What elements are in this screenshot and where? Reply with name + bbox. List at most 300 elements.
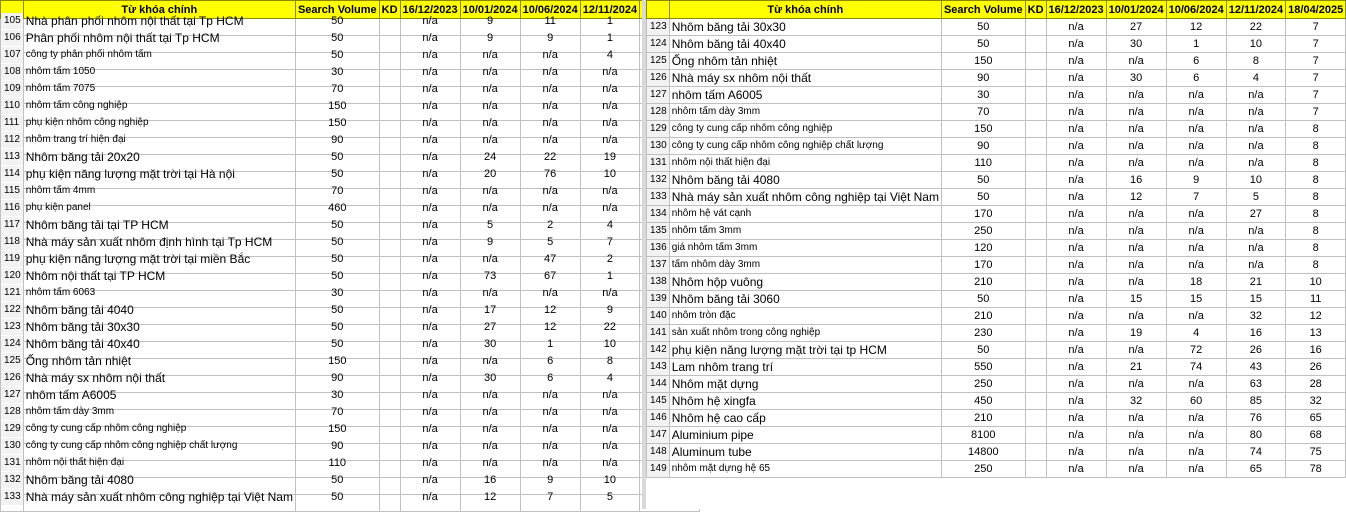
keyword-cell[interactable]: Ống nhôm tản nhiệt (23, 353, 295, 370)
date-4-cell[interactable]: 8 (580, 353, 639, 370)
search-volume-cell[interactable]: 90 (295, 132, 379, 149)
date-2-cell[interactable]: n/a (1106, 138, 1166, 155)
kd-cell[interactable] (1025, 291, 1046, 308)
date-2-cell[interactable]: 9 (460, 234, 520, 251)
kd-cell[interactable] (379, 404, 400, 421)
row-number[interactable]: 114 (1, 166, 24, 183)
keyword-cell[interactable]: phụ kiện năng lượng mặt trời tại miền Bắc (23, 251, 295, 268)
date-2-cell[interactable]: n/a (1106, 223, 1166, 240)
search-volume-cell[interactable]: 50 (295, 30, 379, 47)
date-5-cell[interactable]: 68 (1286, 427, 1346, 444)
date-4-cell[interactable]: 65 (1226, 461, 1285, 478)
date-2-cell[interactable]: n/a (1106, 274, 1166, 291)
row-number[interactable]: 130 (647, 138, 670, 155)
date-1-cell[interactable]: n/a (1046, 70, 1106, 87)
kd-cell[interactable] (379, 13, 400, 30)
date-4-cell[interactable]: n/a (580, 421, 639, 438)
date-1-cell[interactable]: n/a (400, 115, 460, 132)
keyword-cell[interactable]: Nhà phân phối nhôm nội thất tại Tp HCM (23, 13, 295, 30)
row-number[interactable]: 133 (647, 189, 670, 206)
keyword-cell[interactable]: công ty phân phối nhôm tấm (23, 47, 295, 64)
search-volume-cell[interactable]: 30 (295, 64, 379, 81)
date-4-cell[interactable]: n/a (1226, 138, 1285, 155)
date-1-cell[interactable]: n/a (1046, 172, 1106, 189)
keyword-cell[interactable]: công ty cung cấp nhôm công nghiệp chất lượng (669, 138, 941, 155)
kd-cell[interactable] (379, 166, 400, 183)
kd-cell[interactable] (1025, 53, 1046, 70)
date-1-cell[interactable]: n/a (1046, 274, 1106, 291)
keyword-cell[interactable]: Nhôm hệ xingfa (669, 393, 941, 410)
date-5-cell[interactable]: 8 (1286, 240, 1346, 257)
keyword-cell[interactable]: phụ kiện năng lượng mặt trời tại Hà nội (23, 166, 295, 183)
date-1-cell[interactable]: n/a (1046, 223, 1106, 240)
date-2-cell[interactable]: 32 (1106, 393, 1166, 410)
date-3-cell[interactable]: 67 (520, 268, 580, 285)
row-number[interactable]: 138 (647, 274, 670, 291)
date-4-cell[interactable]: 74 (1226, 444, 1285, 461)
date-2-cell[interactable]: 30 (1106, 70, 1166, 87)
search-volume-cell[interactable]: 50 (295, 234, 379, 251)
keyword-cell[interactable]: nhôm mặt dựng hệ 65 (669, 461, 941, 478)
kd-cell[interactable] (1025, 240, 1046, 257)
date-1-cell[interactable]: n/a (1046, 206, 1106, 223)
date-3-cell[interactable]: n/a (1166, 138, 1226, 155)
row-number[interactable]: 126 (647, 70, 670, 87)
search-volume-cell[interactable]: 50 (295, 149, 379, 166)
row-number[interactable]: 149 (647, 461, 670, 478)
date-3-cell[interactable]: n/a (520, 64, 580, 81)
search-volume-cell[interactable]: 50 (941, 172, 1025, 189)
kd-cell[interactable] (379, 489, 400, 506)
search-volume-cell[interactable]: 170 (941, 206, 1025, 223)
date-2-cell[interactable]: 30 (460, 336, 520, 353)
date-3-cell[interactable]: n/a (520, 200, 580, 217)
date-5-cell[interactable]: 32 (1286, 393, 1346, 410)
kd-cell[interactable] (1025, 461, 1046, 478)
search-volume-cell[interactable]: 50 (295, 268, 379, 285)
date-1-cell[interactable]: n/a (400, 336, 460, 353)
date-2-cell[interactable]: 20 (460, 166, 520, 183)
date-2-cell[interactable]: n/a (460, 64, 520, 81)
kd-cell[interactable] (1025, 444, 1046, 461)
date-4-cell[interactable]: 4 (580, 370, 639, 387)
date-5-cell[interactable]: 65 (1286, 410, 1346, 427)
keyword-cell[interactable]: phụ kiện panel (23, 200, 295, 217)
date-5-cell[interactable]: 75 (1286, 444, 1346, 461)
row-number[interactable]: 127 (647, 87, 670, 104)
date-1-cell[interactable]: n/a (400, 183, 460, 200)
date-3-cell[interactable]: n/a (1166, 308, 1226, 325)
kd-cell[interactable] (379, 251, 400, 268)
kd-cell[interactable] (379, 115, 400, 132)
date-3-cell[interactable]: 5 (520, 234, 580, 251)
keyword-cell[interactable]: Phân phối nhôm nội thất tại Tp HCM (23, 30, 295, 47)
date-4-cell[interactable]: 63 (1226, 376, 1285, 393)
kd-cell[interactable] (379, 183, 400, 200)
kd-cell[interactable] (379, 149, 400, 166)
date-2-cell[interactable]: n/a (1106, 206, 1166, 223)
date-4-cell[interactable]: n/a (580, 285, 639, 302)
date-1-cell[interactable]: n/a (400, 98, 460, 115)
date-4-cell[interactable]: 10 (580, 472, 639, 489)
date-2-cell[interactable]: n/a (1106, 155, 1166, 172)
date-1-cell[interactable]: n/a (1046, 359, 1106, 376)
date-4-cell[interactable]: n/a (580, 81, 639, 98)
keyword-cell[interactable]: Nhôm hộp vuông (669, 274, 941, 291)
search-volume-cell[interactable]: 450 (941, 393, 1025, 410)
date-1-cell[interactable]: n/a (400, 387, 460, 404)
date-3-cell[interactable]: n/a (1166, 223, 1226, 240)
row-number[interactable]: 107 (1, 47, 24, 64)
row-number[interactable]: 136 (647, 240, 670, 257)
date-4-cell[interactable]: n/a (580, 438, 639, 455)
date-1-cell[interactable]: n/a (1046, 461, 1106, 478)
search-volume-cell[interactable]: 210 (941, 308, 1025, 325)
kd-cell[interactable] (1025, 172, 1046, 189)
date-1-cell[interactable]: n/a (400, 370, 460, 387)
date-3-cell[interactable]: 4 (1166, 325, 1226, 342)
keyword-cell[interactable]: Nhôm hệ cao cấp (669, 410, 941, 427)
date-2-cell[interactable]: 73 (460, 268, 520, 285)
keyword-cell[interactable]: Nhà máy sx nhôm nội thất (669, 70, 941, 87)
search-volume-cell[interactable]: 50 (295, 217, 379, 234)
kd-cell[interactable] (1025, 138, 1046, 155)
date-1-cell[interactable]: n/a (400, 234, 460, 251)
date-3-cell[interactable]: 72 (1166, 342, 1226, 359)
date-3-cell[interactable]: n/a (520, 81, 580, 98)
date-3-cell[interactable]: 7 (1166, 189, 1226, 206)
row-number[interactable]: 119 (1, 251, 24, 268)
date-3-cell[interactable]: n/a (1166, 240, 1226, 257)
keyword-cell[interactable]: Nhôm nội thất tại TP HCM (23, 268, 295, 285)
date-2-cell[interactable]: n/a (460, 251, 520, 268)
kd-cell[interactable] (379, 64, 400, 81)
search-volume-cell[interactable]: 50 (295, 302, 379, 319)
date-1-cell[interactable]: n/a (400, 30, 460, 47)
date-1-cell[interactable]: n/a (400, 132, 460, 149)
search-volume-cell[interactable]: 50 (941, 189, 1025, 206)
date-1-cell[interactable]: n/a (1046, 308, 1106, 325)
date-2-cell[interactable]: n/a (1106, 376, 1166, 393)
date-2-cell[interactable]: 12 (1106, 189, 1166, 206)
row-number[interactable]: 132 (1, 472, 24, 489)
date-3-cell[interactable]: n/a (1166, 410, 1226, 427)
date-4-cell[interactable]: n/a (1226, 87, 1285, 104)
date-3-cell[interactable]: n/a (520, 438, 580, 455)
search-volume-cell[interactable]: 70 (941, 104, 1025, 121)
search-volume-cell[interactable]: 250 (941, 223, 1025, 240)
row-number[interactable]: 108 (1, 64, 24, 81)
search-volume-cell[interactable]: 50 (295, 251, 379, 268)
date-5-cell[interactable]: 8 (1286, 172, 1346, 189)
search-volume-cell[interactable]: 8100 (941, 427, 1025, 444)
row-number[interactable]: 143 (647, 359, 670, 376)
kd-cell[interactable] (1025, 223, 1046, 240)
date-4-cell[interactable]: 8 (1226, 53, 1285, 70)
date-5-cell[interactable]: 78 (1286, 461, 1346, 478)
search-volume-cell[interactable]: 50 (295, 319, 379, 336)
date-3-cell[interactable]: n/a (520, 47, 580, 64)
search-volume-cell[interactable]: 30 (941, 87, 1025, 104)
search-volume-cell[interactable]: 460 (295, 200, 379, 217)
keyword-cell[interactable]: Nhôm băng tải 3060 (669, 291, 941, 308)
kd-cell[interactable] (1025, 70, 1046, 87)
kd-cell[interactable] (1025, 393, 1046, 410)
date-3-cell[interactable]: 60 (1166, 393, 1226, 410)
date-2-cell[interactable]: 24 (460, 149, 520, 166)
keyword-cell[interactable]: nhôm tấm 7075 (23, 81, 295, 98)
keyword-cell[interactable]: nhôm hệ vát cạnh (669, 206, 941, 223)
keyword-cell[interactable]: Lam nhôm trang trí (669, 359, 941, 376)
date-4-cell[interactable]: 21 (1226, 274, 1285, 291)
date-1-cell[interactable]: n/a (1046, 138, 1106, 155)
keyword-cell[interactable]: Ống nhôm tản nhiệt (669, 53, 941, 70)
date-2-cell[interactable]: n/a (460, 285, 520, 302)
search-volume-cell[interactable]: 110 (295, 455, 379, 472)
row-number[interactable]: 146 (647, 410, 670, 427)
date-5-cell[interactable]: 13 (1286, 325, 1346, 342)
date-4-cell[interactable]: n/a (580, 404, 639, 421)
kd-cell[interactable] (379, 81, 400, 98)
kd-cell[interactable] (1025, 36, 1046, 53)
kd-cell[interactable] (1025, 427, 1046, 444)
date-1-cell[interactable]: n/a (1046, 240, 1106, 257)
search-volume-cell[interactable]: 550 (941, 359, 1025, 376)
kd-cell[interactable] (379, 200, 400, 217)
date-4-cell[interactable]: n/a (1226, 121, 1285, 138)
date-1-cell[interactable]: n/a (400, 285, 460, 302)
date-2-cell[interactable]: 9 (460, 13, 520, 30)
date-1-cell[interactable]: n/a (400, 166, 460, 183)
date-1-cell[interactable]: n/a (400, 64, 460, 81)
keyword-cell[interactable]: phụ kiện nhôm công nghiệp (23, 115, 295, 132)
kd-cell[interactable] (1025, 308, 1046, 325)
date-4-cell[interactable]: 27 (1226, 206, 1285, 223)
date-2-cell[interactable]: n/a (460, 404, 520, 421)
date-1-cell[interactable]: n/a (1046, 444, 1106, 461)
kd-cell[interactable] (1025, 155, 1046, 172)
date-5-cell[interactable]: 8 (1286, 189, 1346, 206)
date-1-cell[interactable]: n/a (1046, 189, 1106, 206)
search-volume-cell[interactable]: 70 (295, 81, 379, 98)
keyword-cell[interactable]: nhôm tròn đặc (669, 308, 941, 325)
date-1-cell[interactable]: n/a (1046, 155, 1106, 172)
row-number[interactable]: 129 (647, 121, 670, 138)
date-5-cell[interactable]: 10 (1286, 274, 1346, 291)
row-number[interactable]: 113 (1, 149, 24, 166)
date-1-cell[interactable]: n/a (1046, 427, 1106, 444)
row-number[interactable]: 135 (647, 223, 670, 240)
date-3-cell[interactable]: n/a (1166, 121, 1226, 138)
date-3-cell[interactable]: n/a (1166, 87, 1226, 104)
date-4-cell[interactable]: 76 (1226, 410, 1285, 427)
date-2-cell[interactable]: 9 (460, 30, 520, 47)
date-4-cell[interactable]: n/a (1226, 223, 1285, 240)
kd-cell[interactable] (1025, 87, 1046, 104)
date-3-cell[interactable]: 6 (520, 370, 580, 387)
date-1-cell[interactable]: n/a (400, 319, 460, 336)
date-1-cell[interactable]: n/a (400, 268, 460, 285)
keyword-cell[interactable]: nhôm tấm A6005 (23, 387, 295, 404)
search-volume-cell[interactable]: 14800 (941, 444, 1025, 461)
date-3-cell[interactable]: n/a (520, 421, 580, 438)
date-1-cell[interactable]: n/a (400, 217, 460, 234)
search-volume-cell[interactable]: 50 (941, 19, 1025, 36)
keyword-cell[interactable]: nhôm trang trí hiện đại (23, 132, 295, 149)
row-number[interactable]: 144 (647, 376, 670, 393)
date-1-cell[interactable]: n/a (1046, 53, 1106, 70)
row-number[interactable]: 118 (1, 234, 24, 251)
keyword-cell[interactable]: Aluminum tube (669, 444, 941, 461)
date-2-cell[interactable]: n/a (1106, 87, 1166, 104)
row-number[interactable]: 124 (647, 36, 670, 53)
keyword-cell[interactable]: Nhà máy sản xuất nhôm công nghiệp tại Việt Nam (669, 189, 941, 206)
search-volume-cell[interactable]: 250 (941, 376, 1025, 393)
date-4-cell[interactable]: 7 (580, 234, 639, 251)
keyword-cell[interactable]: công ty cung cấp nhôm công nghiệp (669, 121, 941, 138)
date-3-cell[interactable]: 74 (1166, 359, 1226, 376)
keyword-cell[interactable]: Nhôm mặt dựng (669, 376, 941, 393)
kd-cell[interactable] (379, 455, 400, 472)
date-2-cell[interactable]: n/a (1106, 53, 1166, 70)
date-3-cell[interactable]: 22 (520, 149, 580, 166)
date-1-cell[interactable]: n/a (400, 404, 460, 421)
date-3-cell[interactable]: 6 (1166, 53, 1226, 70)
date-2-cell[interactable]: n/a (460, 200, 520, 217)
date-3-cell[interactable]: n/a (520, 98, 580, 115)
date-3-cell[interactable]: 6 (1166, 70, 1226, 87)
search-volume-cell[interactable]: 50 (295, 336, 379, 353)
kd-cell[interactable] (1025, 342, 1046, 359)
kd-cell[interactable] (379, 438, 400, 455)
kd-cell[interactable] (379, 234, 400, 251)
date-2-cell[interactable]: 27 (1106, 19, 1166, 36)
search-volume-cell[interactable]: 210 (941, 274, 1025, 291)
kd-cell[interactable] (379, 421, 400, 438)
date-4-cell[interactable]: n/a (580, 64, 639, 81)
date-1-cell[interactable]: n/a (1046, 104, 1106, 121)
date-4-cell[interactable]: 15 (1226, 291, 1285, 308)
keyword-cell[interactable]: nhôm tấm 4mm (23, 183, 295, 200)
date-5-cell[interactable]: 11 (1286, 291, 1346, 308)
keyword-cell[interactable]: Nhôm băng tải 20x20 (23, 149, 295, 166)
keyword-cell[interactable]: nhôm nội thất hiện đại (23, 455, 295, 472)
keyword-cell[interactable]: Nhôm băng tải 40x40 (23, 336, 295, 353)
search-volume-cell[interactable]: 50 (295, 472, 379, 489)
date-2-cell[interactable]: 30 (460, 370, 520, 387)
row-number[interactable]: 137 (647, 257, 670, 274)
date-4-cell[interactable]: 10 (580, 336, 639, 353)
kd-cell[interactable] (1025, 359, 1046, 376)
search-volume-cell[interactable]: 50 (941, 36, 1025, 53)
search-volume-cell[interactable]: 50 (941, 342, 1025, 359)
row-number[interactable]: 128 (647, 104, 670, 121)
kd-cell[interactable] (1025, 410, 1046, 427)
date-4-cell[interactable]: 85 (1226, 393, 1285, 410)
keyword-cell[interactable]: phụ kiện năng lượng mặt trời tại tp HCM (669, 342, 941, 359)
date-2-cell[interactable]: n/a (1106, 461, 1166, 478)
row-number[interactable]: 116 (1, 200, 24, 217)
kd-cell[interactable] (379, 47, 400, 64)
date-4-cell[interactable]: 22 (580, 319, 639, 336)
kd-cell[interactable] (1025, 376, 1046, 393)
date-3-cell[interactable]: 47 (520, 251, 580, 268)
date-3-cell[interactable]: n/a (1166, 444, 1226, 461)
search-volume-cell[interactable]: 110 (941, 155, 1025, 172)
kd-cell[interactable] (1025, 206, 1046, 223)
kd-cell[interactable] (379, 387, 400, 404)
date-3-cell[interactable]: n/a (1166, 427, 1226, 444)
date-5-cell[interactable]: 8 (1286, 223, 1346, 240)
keyword-cell[interactable]: nhôm tấm 6063 (23, 285, 295, 302)
search-volume-cell[interactable]: 170 (941, 257, 1025, 274)
row-number[interactable]: 112 (1, 132, 24, 149)
search-volume-cell[interactable]: 70 (295, 183, 379, 200)
date-4-cell[interactable]: 26 (1226, 342, 1285, 359)
keyword-cell[interactable]: Nhôm băng tải 30x30 (669, 19, 941, 36)
date-5-cell[interactable]: 7 (1286, 70, 1346, 87)
date-1-cell[interactable]: n/a (1046, 36, 1106, 53)
row-number[interactable]: 115 (1, 183, 24, 200)
search-volume-cell[interactable]: 150 (941, 121, 1025, 138)
date-4-cell[interactable]: 2 (580, 251, 639, 268)
kd-cell[interactable] (379, 268, 400, 285)
keyword-cell[interactable]: sản xuất nhôm trong công nghiệp (669, 325, 941, 342)
row-number[interactable]: 109 (1, 81, 24, 98)
date-3-cell[interactable]: 15 (1166, 291, 1226, 308)
search-volume-cell[interactable]: 50 (295, 13, 379, 30)
date-4-cell[interactable]: 4 (1226, 70, 1285, 87)
search-volume-cell[interactable]: 150 (295, 353, 379, 370)
row-number[interactable]: 133 (1, 489, 24, 506)
date-1-cell[interactable]: n/a (1046, 410, 1106, 427)
row-number[interactable]: 120 (1, 268, 24, 285)
kd-cell[interactable] (1025, 121, 1046, 138)
date-4-cell[interactable]: n/a (1226, 240, 1285, 257)
search-volume-cell[interactable]: 30 (295, 387, 379, 404)
date-1-cell[interactable]: n/a (400, 200, 460, 217)
keyword-cell[interactable]: công ty cung cấp nhôm công nghiệp chất lượng (23, 438, 295, 455)
date-4-cell[interactable]: 1 (580, 30, 639, 47)
keyword-cell[interactable]: nhôm tấm công nghiệp (23, 98, 295, 115)
date-2-cell[interactable]: n/a (1106, 104, 1166, 121)
kd-cell[interactable] (1025, 19, 1046, 36)
kd-cell[interactable] (379, 98, 400, 115)
date-1-cell[interactable]: n/a (1046, 393, 1106, 410)
row-number[interactable]: 106 (1, 30, 24, 47)
date-2-cell[interactable]: n/a (460, 438, 520, 455)
row-number[interactable]: 148 (647, 444, 670, 461)
date-4-cell[interactable]: n/a (1226, 155, 1285, 172)
row-number[interactable]: 127 (1, 387, 24, 404)
keyword-cell[interactable]: Nhà máy sx nhôm nội thất (23, 370, 295, 387)
date-1-cell[interactable]: n/a (1046, 257, 1106, 274)
date-5-cell[interactable]: 28 (1286, 376, 1346, 393)
date-5-cell[interactable]: 7 (1286, 36, 1346, 53)
keyword-cell[interactable]: nhôm tấm 1050 (23, 64, 295, 81)
date-4-cell[interactable]: n/a (1226, 104, 1285, 121)
date-2-cell[interactable]: n/a (460, 81, 520, 98)
date-1-cell[interactable]: n/a (1046, 87, 1106, 104)
row-number[interactable]: 123 (1, 319, 24, 336)
date-4-cell[interactable]: 43 (1226, 359, 1285, 376)
date-2-cell[interactable]: n/a (460, 455, 520, 472)
date-3-cell[interactable]: n/a (1166, 376, 1226, 393)
date-2-cell[interactable]: 5 (460, 217, 520, 234)
date-1-cell[interactable]: n/a (1046, 376, 1106, 393)
date-1-cell[interactable]: n/a (400, 251, 460, 268)
row-number[interactable]: 141 (647, 325, 670, 342)
